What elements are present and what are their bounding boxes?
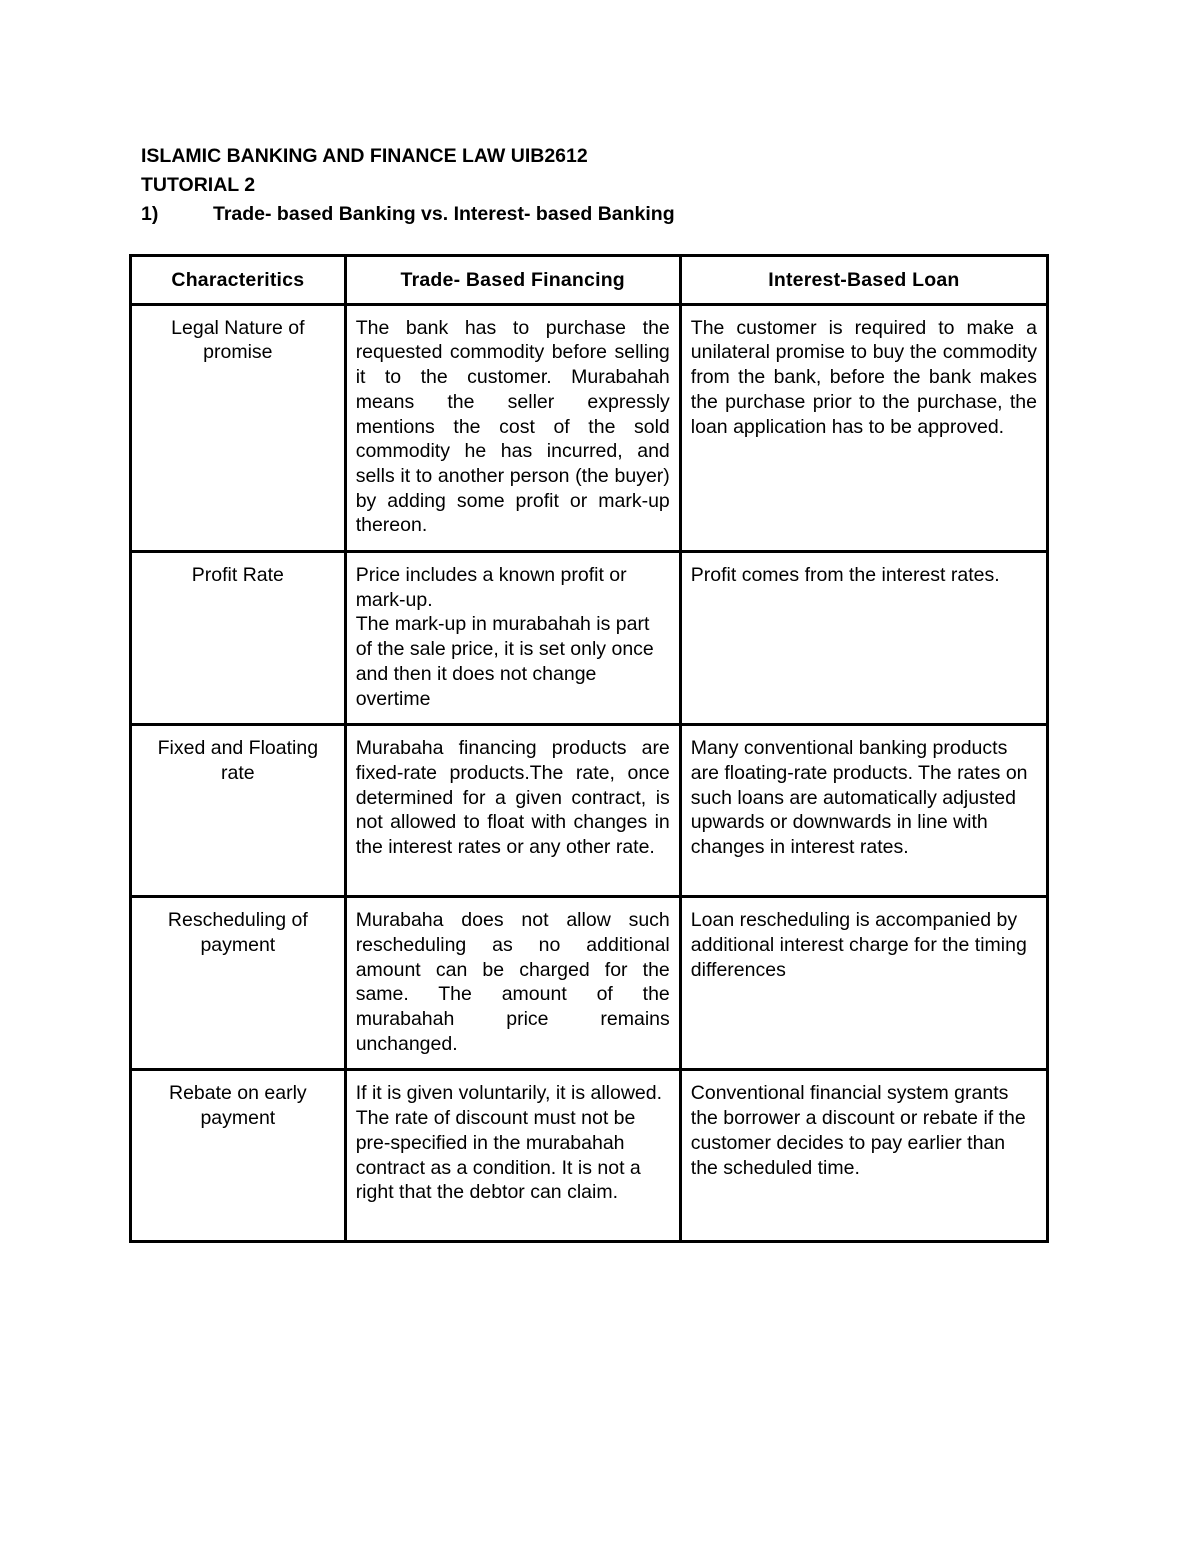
cell-text: Murabaha financing products are fixed-rate products.The rate, once determined for a given contract, is not allowed to float with changes in the interest rates or any other rate.	[355, 737, 670, 859]
table-row	[131, 552, 1048, 725]
header-interest-based: Interest-Based Loan	[680, 256, 1047, 305]
row-characteristic	[131, 725, 346, 897]
row-trade-based	[345, 304, 680, 551]
row-trade-based	[345, 897, 680, 1070]
row-interest-based	[680, 552, 1047, 725]
row-interest-based	[680, 1070, 1047, 1242]
cell-text: If it is given voluntarily, it is allowed. The rate of discount must not be pre-specified in the murabahah contract as a condition. It is not a right that the debtor can claim.	[355, 1082, 663, 1204]
cell-text: Many conventional banking products are floating-rate products. The rates on such loans are automatically adjusted upwards or downwards in line with changes in interest rates.	[690, 737, 1028, 859]
row-trade-based	[345, 552, 680, 725]
question-title: Trade- based Banking vs. Interest- based Banking	[213, 203, 675, 225]
question-heading	[141, 200, 675, 229]
document-title: ISLAMIC BANKING AND FINANCE LAW UIB2612	[141, 145, 588, 167]
table-row	[131, 725, 1048, 897]
cell-text: Legal Nature of promise	[171, 316, 305, 364]
header-trade-based: Trade- Based Financing	[345, 256, 680, 305]
row-interest-based	[680, 304, 1047, 551]
row-characteristic	[131, 304, 346, 551]
cell-text: Loan rescheduling is accompanied by additional interest charge for the timing differences	[690, 909, 1027, 981]
document-heading	[141, 142, 675, 229]
cell-text: Profit comes from the interest rates.	[690, 564, 1000, 587]
table-row	[131, 897, 1048, 1070]
row-characteristic	[131, 897, 346, 1070]
question-number: 1)	[141, 203, 159, 225]
cell-text: Murabaha does not allow such rescheduling as no additional amount can be charged for the same. The amount of the murabahah price remains unchanged.	[355, 909, 670, 1055]
cell-text: Price includes a known profit or mark-up. The mark-up in murabahah is part of the sale price, it is set only once and then it does not change overtime	[355, 564, 654, 710]
row-interest-based	[680, 725, 1047, 897]
cell-text: The bank has to purchase the requested commodity before selling it to the customer. Murabahah means the seller expressly mentions the cost of the sold commodity he has incurred, and sells it to another person (the buyer) by adding some profit or mark-up thereon.	[355, 316, 670, 537]
cell-text: Rescheduling of payment	[167, 909, 308, 956]
cell-text: The customer is required to make a unilateral promise to buy the commodity from the bank, before the bank makes the purchase prior to the purchase, the loan application has to be approved.	[690, 316, 1037, 438]
row-trade-based	[345, 1070, 680, 1242]
table-row	[131, 304, 1048, 551]
cell-text: Conventional financial system grants the borrower a discount or rebate if the customer decides to pay earlier than the scheduled time.	[690, 1082, 1026, 1179]
header-characteristics: Characteritics	[131, 256, 346, 305]
cell-text: Profit Rate	[191, 564, 284, 587]
table-header-row	[131, 256, 1048, 305]
row-characteristic	[131, 552, 346, 725]
document-subtitle: TUTORIAL 2	[141, 174, 256, 196]
cell-text: Fixed and Floating rate	[157, 737, 319, 784]
comparison-table	[129, 254, 1049, 1243]
cell-text: Rebate on early payment	[169, 1082, 307, 1130]
row-characteristic	[131, 1070, 346, 1242]
row-trade-based	[345, 725, 680, 897]
row-interest-based	[680, 897, 1047, 1070]
table-row	[131, 1070, 1048, 1242]
